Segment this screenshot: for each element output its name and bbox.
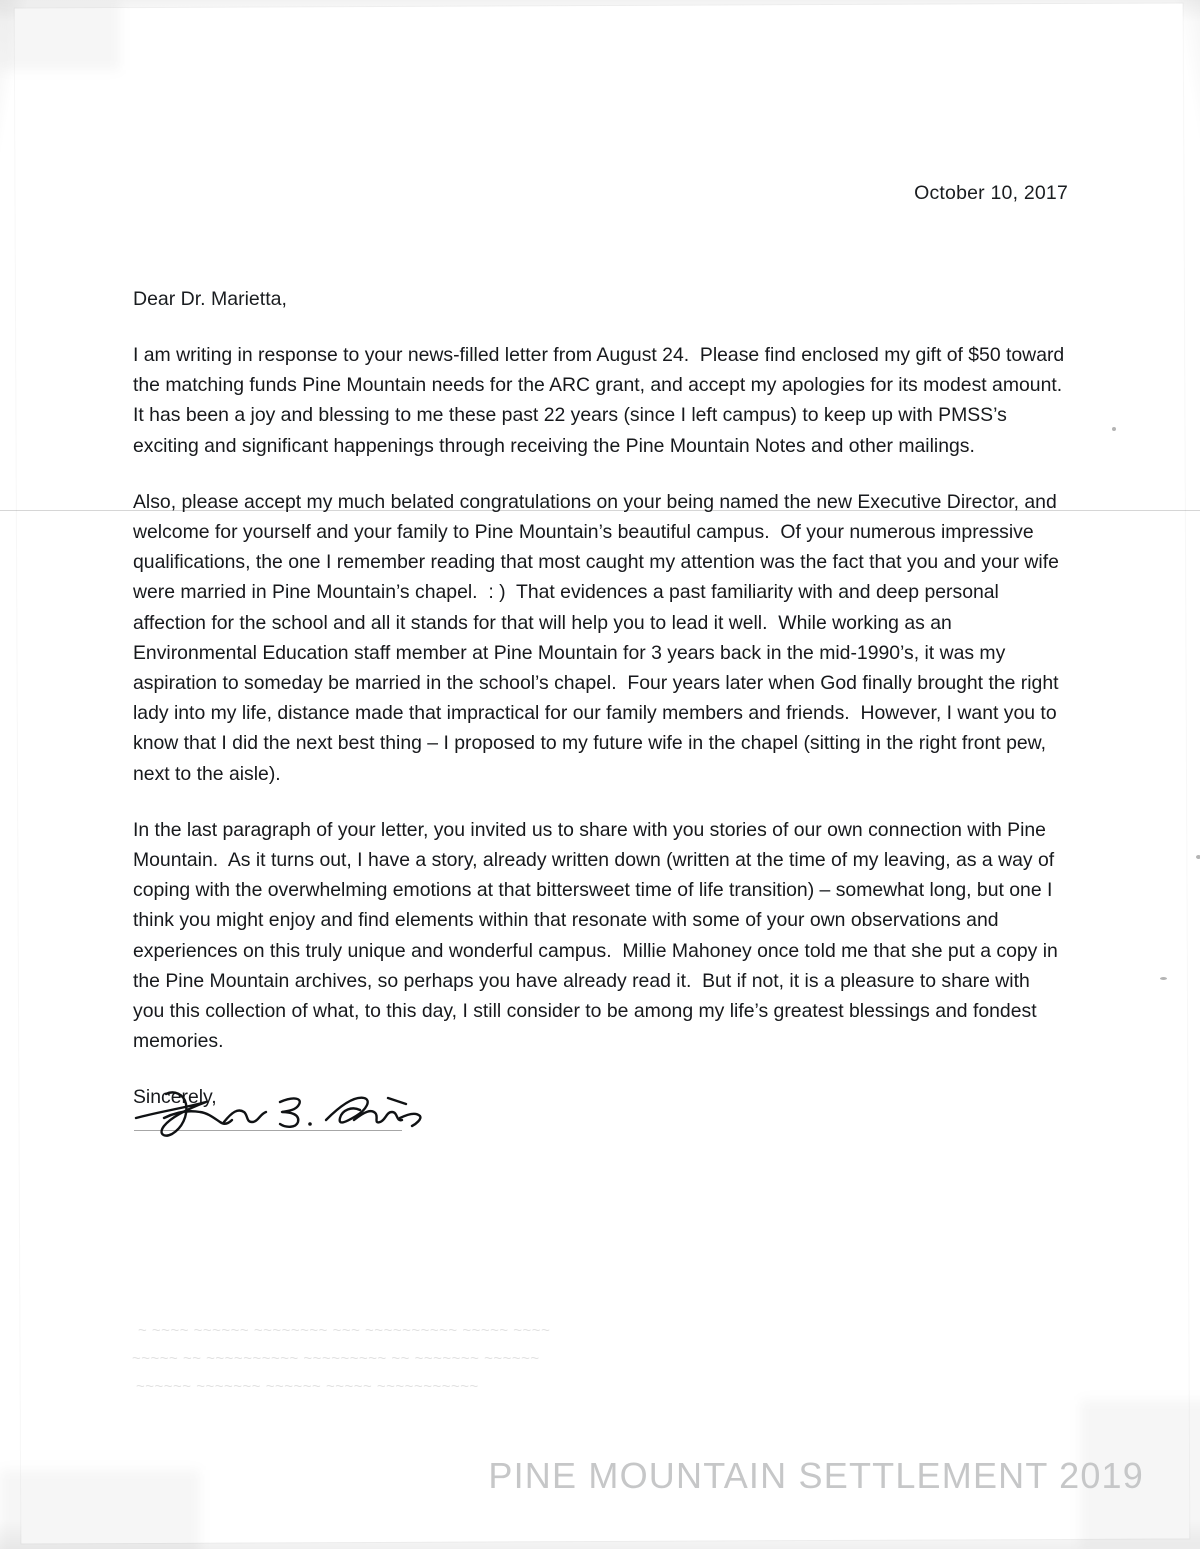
letter-paragraph-2: Also, please accept my much belated congratulations on your being named the new Executive Director, and welcome for yourself and your family to Pine Mountain’s beautiful campus. Of your numerous impressive qualifications, the one I remember reading that most caught my attention was the fact that you and your wife were married in Pine Mountain’s chapel. : ) That evidences a past familiarity with and deep personal affection for the school and all it stands for that will help you to lead it well. While working as an Environmental Education staff member at Pine Mountain for 3 years back in the mid-1990’s, it was my aspiration to someday be married in the school’s chapel. Four years later when God finally brought the right lady into my life, distance made that impractical for our family members and friends. However, I want you to know that I did the next best thing – I proposed to my future wife in the chapel (sitting in the right front pew, next to the aisle).: [133, 490, 1065, 785]
letter-body: [133, 340, 1073, 1112]
letter-closing: Sincerely,: [133, 1086, 217, 1109]
letter-date: October 10, 2017: [914, 182, 1068, 204]
letter-salutation: Dear Dr. Marietta,: [133, 288, 287, 310]
bleed-through-text: ~~~~~ ~~ ~~~~~~~~~~ ~~~~~~~~~ ~~ ~~~~~~~ ~~~~~~: [132, 1350, 540, 1367]
letter-paragraph-3: In the last paragraph of your letter, you invited us to share with you stories of our own connection with Pine Mountain. As it turns out, I have a story, already written down (written at the time of my leaving, as a way of coping with the overwhelming emotions at that bittersweet time of life transition) – somewhat long, but one I think you might enjoy and find elements within that resonate with some of your own observations and experiences on this truly unique and wonderful campus. Millie Mahoney once told me that she put a copy in the Pine Mountain archives, so perhaps you have already read it. But if not, it is a pleasure to share with you this collection of what, to this day, I still consider to be among my life’s greatest blessings and fondest memories.: [133, 818, 1064, 1053]
bleed-through-text: ~ ~~~~ ~~~~~~ ~~~~~~~~ ~~~ ~~~~~~~~~~ ~~~~~ ~~~~: [138, 1322, 551, 1339]
archive-watermark: PINE MOUNTAIN SETTLEMENT 2019: [488, 1455, 1144, 1496]
letter-paragraph-1: I am writing in response to your news-filled letter from August 24. Please find enclosed my gift of $50 toward the matching funds Pine Mountain needs for the ARC grant, and accept my apologies for its modest amount. It has been a joy and blessing to me these past 22 years (since I left campus) to keep up with PMSS’s exciting and significant happenings through receiving the Pine Mountain Notes and other mailings.: [133, 344, 1073, 457]
signature-underline: [134, 1130, 402, 1131]
handwritten-signature: [128, 1068, 428, 1148]
bleed-through-text: ~~~~~~ ~~~~~~~ ~~~~~~ ~~~~~ ~~~~~~~~~~~: [136, 1378, 479, 1395]
